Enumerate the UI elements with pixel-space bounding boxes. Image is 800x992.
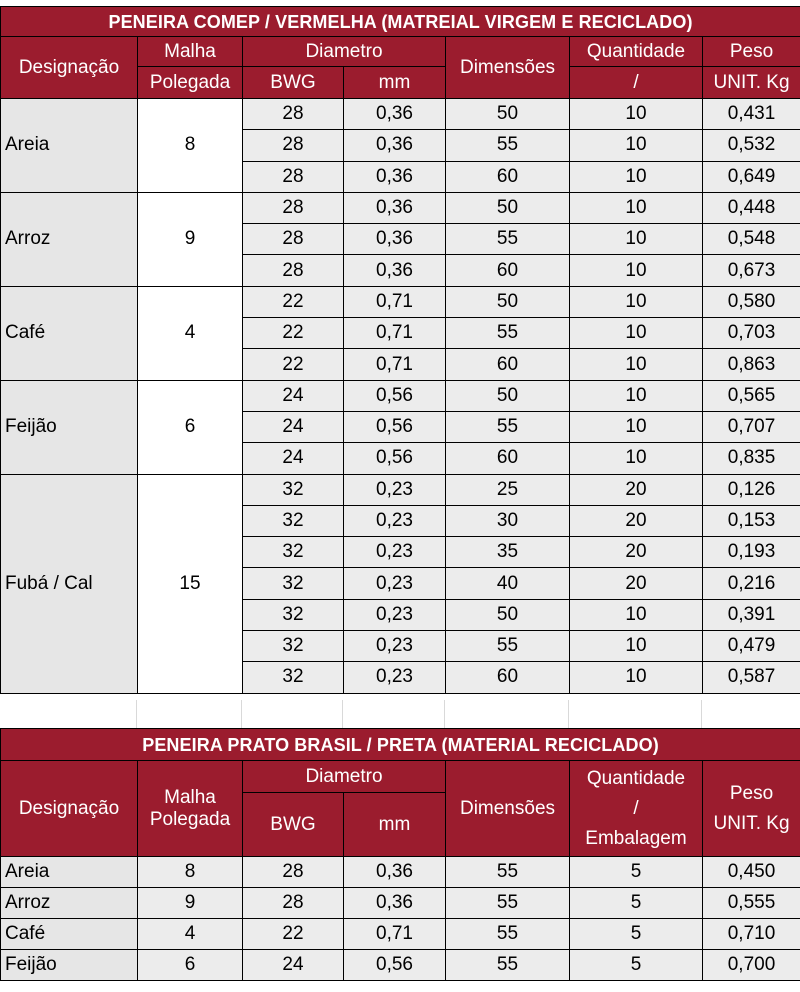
- peso-cell: 0,216: [703, 568, 800, 599]
- designacao-cell: Café: [1, 919, 138, 950]
- bwg-cell: 32: [243, 568, 344, 599]
- peso-cell: 0,587: [703, 662, 800, 693]
- mm-cell: 0,23: [344, 631, 446, 662]
- header-malha: Malha: [164, 786, 216, 808]
- bwg-cell: 22: [243, 318, 344, 349]
- dimensoes-cell: 50: [446, 286, 570, 317]
- header-malha-polegada: [138, 761, 243, 857]
- spacer-row: [0, 700, 800, 728]
- dimensoes-cell: 55: [446, 631, 570, 662]
- quantidade-cell: 10: [570, 286, 703, 317]
- malha-cell: 9: [138, 888, 243, 919]
- table-row: [1, 857, 800, 888]
- dimensoes-cell: 55: [446, 224, 570, 255]
- bwg-cell: 22: [243, 349, 344, 380]
- dimensoes-cell: 40: [446, 568, 570, 599]
- bwg-cell: 32: [243, 505, 344, 536]
- header-dimensoes: Dimensões: [446, 37, 570, 99]
- bwg-cell: 28: [243, 224, 344, 255]
- bwg-cell: 22: [243, 286, 344, 317]
- mm-cell: 0,23: [344, 474, 446, 505]
- mm-cell: 0,71: [344, 318, 446, 349]
- mm-cell: 0,36: [344, 888, 446, 919]
- peso-cell: 0,673: [703, 255, 800, 286]
- header-diametro: Diametro: [243, 761, 446, 793]
- header-designacao: Designação: [1, 761, 138, 857]
- mm-cell: 0,71: [344, 349, 446, 380]
- header-peso: Peso: [703, 37, 800, 67]
- bwg-cell: 28: [243, 888, 344, 919]
- header-bwg: BWG: [243, 67, 344, 99]
- designacao-cell: Areia: [1, 99, 138, 193]
- peso-cell: 0,126: [703, 474, 800, 505]
- comep-table: [0, 6, 800, 694]
- header-polegada: Polegada: [149, 808, 231, 830]
- quantidade-cell: 10: [570, 99, 703, 130]
- peso-cell: 0,153: [703, 505, 800, 536]
- dimensoes-cell: 55: [446, 888, 570, 919]
- malha-cell: 6: [138, 380, 243, 474]
- quantidade-cell: 10: [570, 599, 703, 630]
- dimensoes-cell: 30: [446, 505, 570, 536]
- dimensoes-cell: 60: [446, 662, 570, 693]
- bwg-cell: 24: [243, 950, 344, 981]
- table-row: [1, 919, 800, 950]
- table-row: [1, 286, 800, 317]
- designacao-cell: Feijão: [1, 380, 138, 474]
- quantidade-cell: 10: [570, 224, 703, 255]
- peso-cell: 0,532: [703, 130, 800, 161]
- mm-cell: 0,56: [344, 380, 446, 411]
- header-embalagem: Embalagem: [585, 827, 687, 849]
- malha-cell: 4: [138, 286, 243, 380]
- table-row: [1, 950, 800, 981]
- peso-cell: 0,649: [703, 161, 800, 192]
- dimensoes-cell: 55: [446, 857, 570, 888]
- peso-cell: 0,555: [703, 888, 800, 919]
- mm-cell: 0,56: [344, 950, 446, 981]
- header-polegada: Polegada: [138, 67, 243, 99]
- quantidade-cell: 20: [570, 568, 703, 599]
- dimensoes-cell: 60: [446, 443, 570, 474]
- designacao-cell: Feijão: [1, 950, 138, 981]
- table-title: PENEIRA COMEP / VERMELHA (MATREIAL VIRGEM E RECICLADO): [1, 7, 800, 37]
- quantidade-cell: 10: [570, 443, 703, 474]
- bwg-cell: 28: [243, 192, 344, 223]
- quantidade-cell: 10: [570, 631, 703, 662]
- header-unit-kg: UNIT. Kg: [703, 67, 800, 99]
- table-row: [1, 380, 800, 411]
- mm-cell: 0,56: [344, 443, 446, 474]
- designacao-cell: Arroz: [1, 192, 138, 286]
- malha-cell: 8: [138, 857, 243, 888]
- bwg-cell: 24: [243, 443, 344, 474]
- table-row: [1, 888, 800, 919]
- quantidade-cell: 5: [570, 857, 703, 888]
- quantidade-cell: 5: [570, 950, 703, 981]
- dimensoes-cell: 60: [446, 161, 570, 192]
- peso-cell: 0,700: [703, 950, 800, 981]
- quantidade-cell: 5: [570, 919, 703, 950]
- mm-cell: 0,23: [344, 537, 446, 568]
- malha-cell: 8: [138, 99, 243, 193]
- malha-cell: 4: [138, 919, 243, 950]
- peso-cell: 0,548: [703, 224, 800, 255]
- table-title: PENEIRA PRATO BRASIL / PRETA (MATERIAL RECICLADO): [1, 729, 800, 761]
- quantidade-cell: 10: [570, 662, 703, 693]
- header-quantidade-slash: /: [633, 797, 639, 819]
- quantidade-cell: 5: [570, 888, 703, 919]
- quantidade-cell: 20: [570, 474, 703, 505]
- mm-cell: 0,36: [344, 857, 446, 888]
- dimensoes-cell: 55: [446, 919, 570, 950]
- mm-cell: 0,56: [344, 411, 446, 442]
- table-row: [1, 474, 800, 505]
- mm-cell: 0,23: [344, 599, 446, 630]
- header-designacao: Designação: [1, 37, 138, 99]
- header-malha: Malha: [138, 37, 243, 67]
- bwg-cell: 24: [243, 380, 344, 411]
- peso-cell: 0,193: [703, 537, 800, 568]
- dimensoes-cell: 25: [446, 474, 570, 505]
- peso-cell: 0,448: [703, 192, 800, 223]
- dimensoes-cell: 50: [446, 192, 570, 223]
- malha-cell: 15: [138, 474, 243, 693]
- header-bwg: BWG: [243, 793, 344, 857]
- header-quantidade-slash: /: [570, 67, 703, 99]
- dimensoes-cell: 35: [446, 537, 570, 568]
- bwg-cell: 32: [243, 474, 344, 505]
- quantidade-cell: 10: [570, 161, 703, 192]
- bwg-cell: 22: [243, 919, 344, 950]
- header-mm: mm: [344, 67, 446, 99]
- bwg-cell: 32: [243, 662, 344, 693]
- header-quantidade: Quantidade: [570, 37, 703, 67]
- header-peso: Peso: [729, 782, 774, 804]
- designacao-cell: Areia: [1, 857, 138, 888]
- bwg-cell: 32: [243, 599, 344, 630]
- bwg-cell: 32: [243, 631, 344, 662]
- dimensoes-cell: 60: [446, 255, 570, 286]
- header-peso-unit: [703, 761, 800, 857]
- dimensoes-cell: 50: [446, 380, 570, 411]
- quantidade-cell: 10: [570, 411, 703, 442]
- malha-cell: 9: [138, 192, 243, 286]
- mm-cell: 0,23: [344, 568, 446, 599]
- bwg-cell: 28: [243, 99, 344, 130]
- designacao-cell: Fubá / Cal: [1, 474, 138, 693]
- peso-cell: 0,707: [703, 411, 800, 442]
- header-diametro: Diametro: [243, 37, 446, 67]
- header-quantidade: Quantidade: [586, 767, 686, 789]
- quantidade-cell: 10: [570, 130, 703, 161]
- table-row: [1, 99, 800, 130]
- bwg-cell: 24: [243, 411, 344, 442]
- peso-cell: 0,710: [703, 919, 800, 950]
- table-row: [1, 192, 800, 223]
- header-mm: mm: [344, 793, 446, 857]
- peso-cell: 0,580: [703, 286, 800, 317]
- mm-cell: 0,36: [344, 255, 446, 286]
- peso-cell: 0,863: [703, 349, 800, 380]
- peso-cell: 0,450: [703, 857, 800, 888]
- dimensoes-cell: 55: [446, 318, 570, 349]
- dimensoes-cell: 55: [446, 411, 570, 442]
- bwg-cell: 28: [243, 255, 344, 286]
- dimensoes-cell: 55: [446, 950, 570, 981]
- quantidade-cell: 10: [570, 380, 703, 411]
- quantidade-cell: 10: [570, 349, 703, 380]
- peso-cell: 0,479: [703, 631, 800, 662]
- quantidade-cell: 10: [570, 255, 703, 286]
- dimensoes-cell: 50: [446, 99, 570, 130]
- mm-cell: 0,23: [344, 505, 446, 536]
- designacao-cell: Café: [1, 286, 138, 380]
- mm-cell: 0,23: [344, 662, 446, 693]
- quantidade-cell: 20: [570, 505, 703, 536]
- mm-cell: 0,36: [344, 224, 446, 255]
- header-dimensoes: Dimensões: [446, 761, 570, 857]
- peso-cell: 0,431: [703, 99, 800, 130]
- mm-cell: 0,71: [344, 286, 446, 317]
- bwg-cell: 32: [243, 537, 344, 568]
- mm-cell: 0,36: [344, 130, 446, 161]
- peso-cell: 0,703: [703, 318, 800, 349]
- mm-cell: 0,36: [344, 99, 446, 130]
- quantidade-cell: 10: [570, 192, 703, 223]
- peso-cell: 0,835: [703, 443, 800, 474]
- header-unit-kg: UNIT. Kg: [713, 812, 790, 834]
- bwg-cell: 28: [243, 130, 344, 161]
- peso-cell: 0,391: [703, 599, 800, 630]
- quantidade-cell: 10: [570, 318, 703, 349]
- dimensoes-cell: 55: [446, 130, 570, 161]
- malha-cell: 6: [138, 950, 243, 981]
- mm-cell: 0,36: [344, 192, 446, 223]
- mm-cell: 0,36: [344, 161, 446, 192]
- mm-cell: 0,71: [344, 919, 446, 950]
- bwg-cell: 28: [243, 857, 344, 888]
- header-quantidade-embalagem: [570, 761, 703, 857]
- prato-brasil-table: [0, 728, 800, 981]
- designacao-cell: Arroz: [1, 888, 138, 919]
- peso-cell: 0,565: [703, 380, 800, 411]
- quantidade-cell: 20: [570, 537, 703, 568]
- dimensoes-cell: 50: [446, 599, 570, 630]
- bwg-cell: 28: [243, 161, 344, 192]
- dimensoes-cell: 60: [446, 349, 570, 380]
